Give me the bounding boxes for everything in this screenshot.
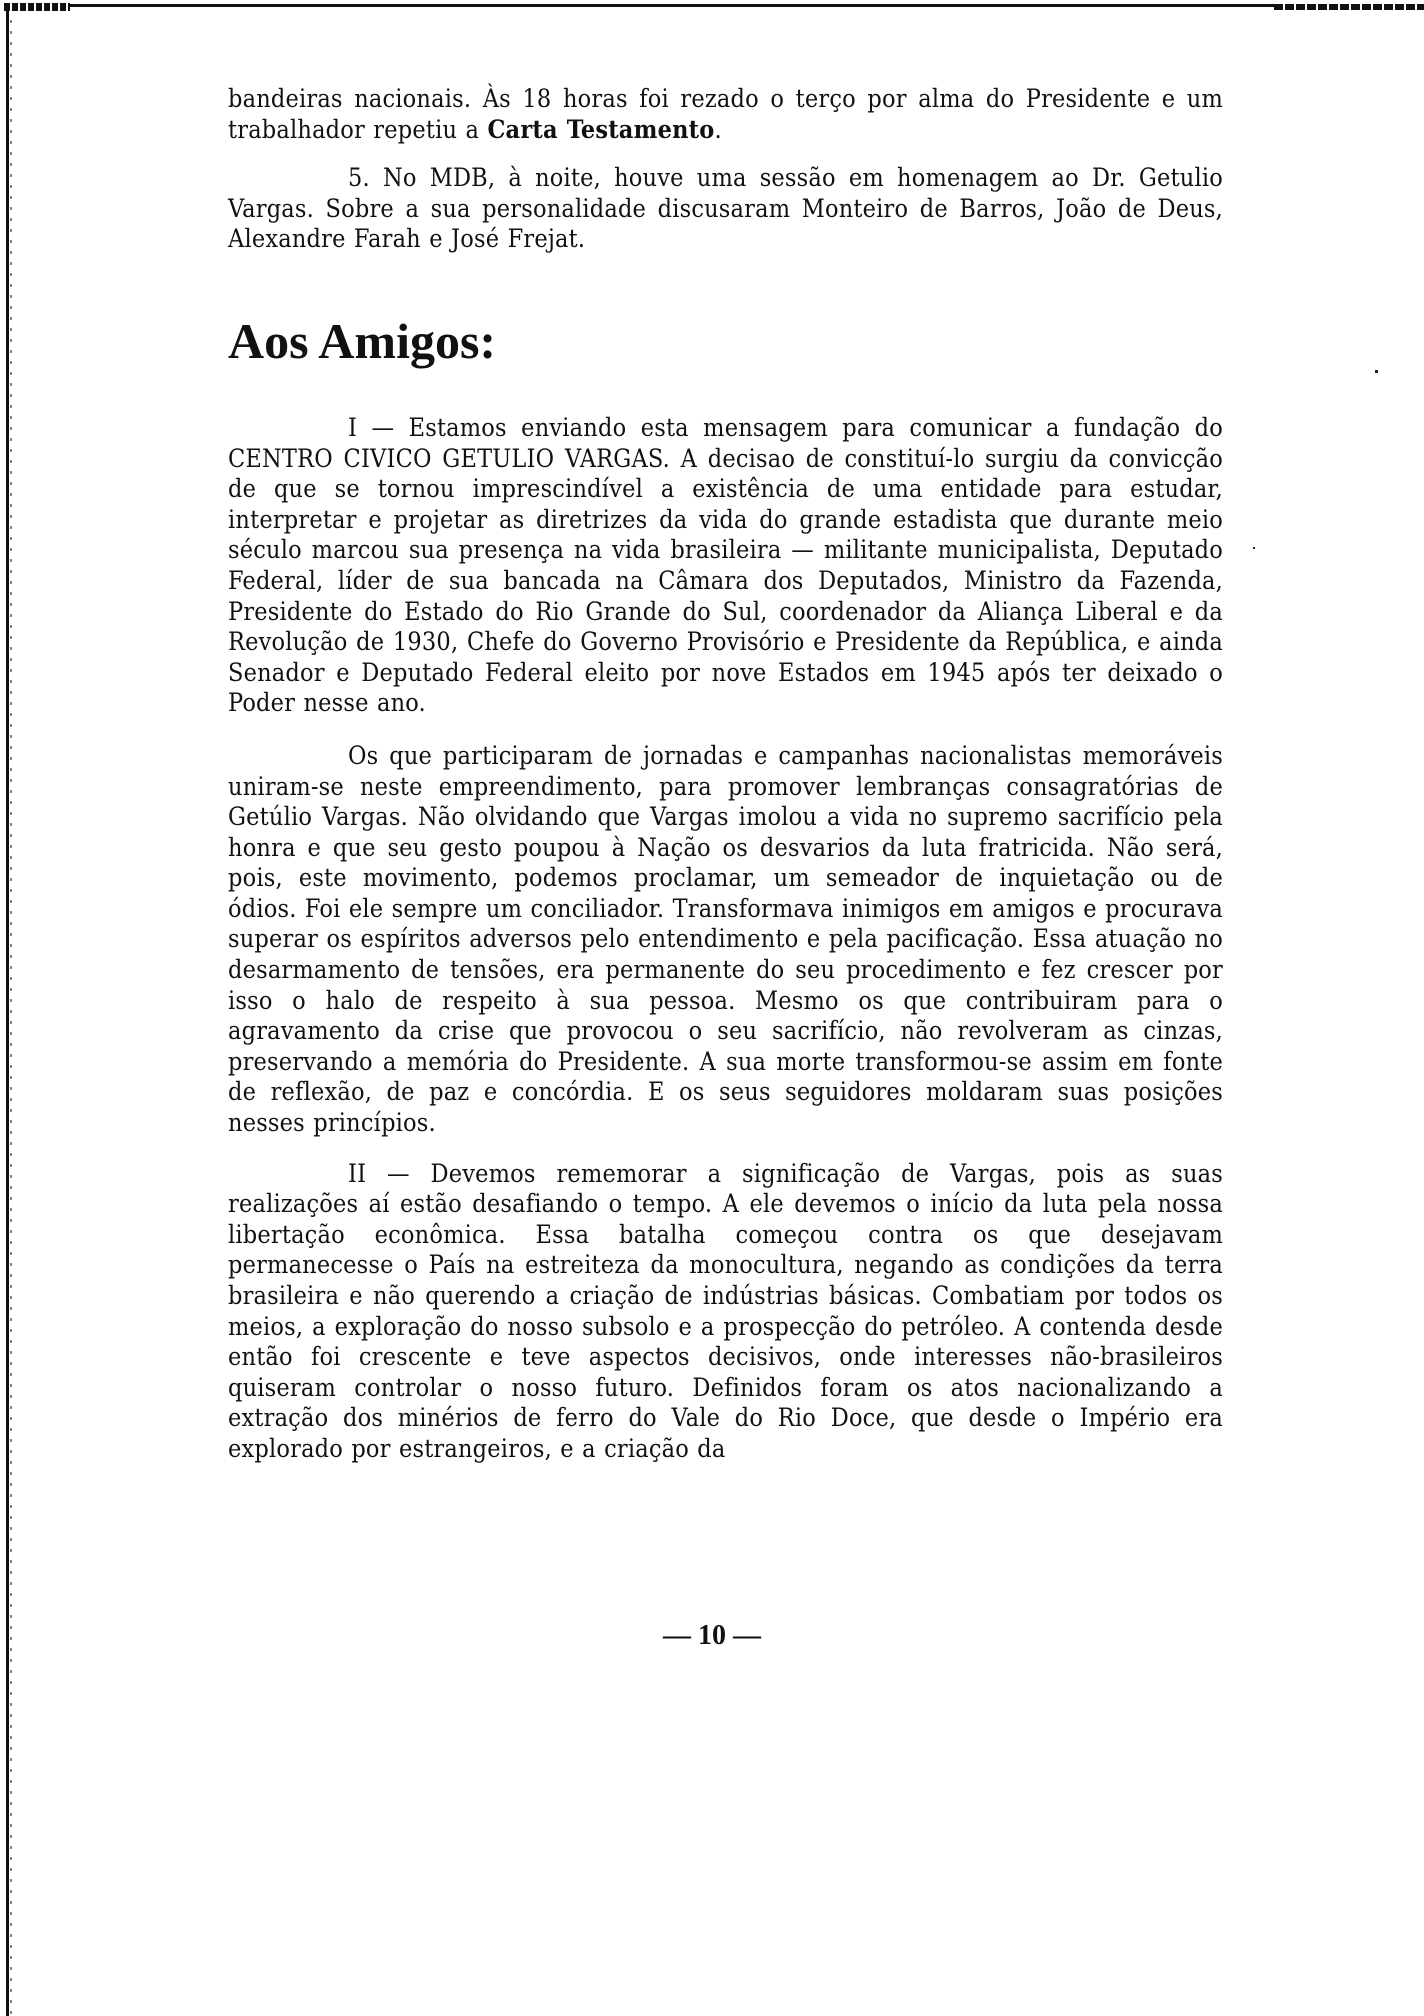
scan-artifact-top-left — [4, 3, 70, 11]
scan-speck — [1375, 370, 1378, 373]
paragraph-i: I — Estamos enviando esta mensagem para comunicar a fundação do CENTRO CIVICO GETULIO VARGAS. A decisao de constituí-lo surgiu da convicção de que se tornou imprescindível a existência de uma entidade para estudar, interpretar e projetar as diretrizes da vida do grande estadista que durante meio século marcou sua presença na vida brasileira — militante municipalista, Deputado Federal, líder de sua bancada na Câmara dos Deputados, Ministro da Fazenda, Presidente do Estado do Rio Grande do Sul, coordenador da Aliança Liberal e da Revolução de 1930, Chefe do Governo Provisório e Presidente da República, e ainda Senador e Deputado Federal eleito por nove Estados em 1945 após ter deixado o Poder nesse ano. — [228, 412, 1223, 718]
continuation-paragraph — [228, 84, 1223, 145]
continuation-end: . — [714, 114, 722, 144]
scan-artifact-top-right — [1274, 4, 1424, 10]
scan-border-left — [6, 4, 9, 2016]
continuation-text: bandeiras nacionais. Às 18 horas foi rezado o terço por alma do Presidente e um trabalhador repetiu a — [228, 84, 1223, 144]
scan-artifact-left-speckle — [10, 20, 12, 2016]
page-number: — 10 — — [663, 1620, 761, 1651]
paragraph-os-que-participaram: Os que participaram de jornadas e campanhas nacionalistas memoráveis uniram-se neste empreendimento, para promover lembranças consagratórias de Getúlio Vargas. Não olvidando que Vargas imolou a vida no supremo sacrifício pela honra e que seu gesto poupou à Nação os desvarios da luta fratricida. Não será, pois, este movimento, podemos proclamar, um semeador de inquietação ou de ódios. Foi ele sempre um conciliador. Transformava inimigos em amigos e procurava superar os espíritos adversos pelo entendimento e pela pacificação. Essa atuação no desarmamento de tensões, era permanente do seu procedimento e fez crescer por isso o halo de respeito à sua pessoa. Mesmo os que contribuiram para o agravamento da crise que provocou o seu sacrifício, não revolveram as cinzas, preservando a memória do Presidente. A sua morte transformou-se assim em fonte de reflexão, de paz e concórdia. E os seus seguidores moldaram suas posições nesses princípios. — [228, 740, 1223, 1138]
document-page — [228, 84, 1223, 1465]
scan-border-top — [4, 4, 1424, 7]
scan-speck — [1253, 547, 1255, 549]
item-5-paragraph: 5. No MDB, à noite, houve uma sessão em homenagem ao Dr. Getulio Vargas. Sobre a sua personalidade discusaram Monteiro de Barros, João de Deus, Alexandre Farah e José Frejat. — [228, 163, 1223, 254]
section-heading: Aos Amigos: — [228, 312, 497, 369]
paragraph-ii: II — Devemos rememorar a significação de Vargas, pois as suas realizações aí estão desafiando o tempo. A ele devemos o início da luta pela nossa libertação econômica. Essa batalha começou contra os que desejavam permanecesse o País na estreiteza da monocultura, negando as condições da terra brasileira e não querendo a criação de indústrias básicas. Combatiam por todos os meios, a exploração do nosso subsolo e a prospecção do petróleo. A contenda desde então foi crescente e teve aspectos decisivos, onde interesses não-brasileiros quiseram controlar o nosso futuro. Definidos foram os atos nacionalizando a extração dos minérios de ferro do Vale do Rio Doce, que desde o Império era explorado por estrangeiros, e a criação da — [228, 1158, 1223, 1463]
carta-testamento-bold: Carta Testamento — [487, 114, 715, 144]
